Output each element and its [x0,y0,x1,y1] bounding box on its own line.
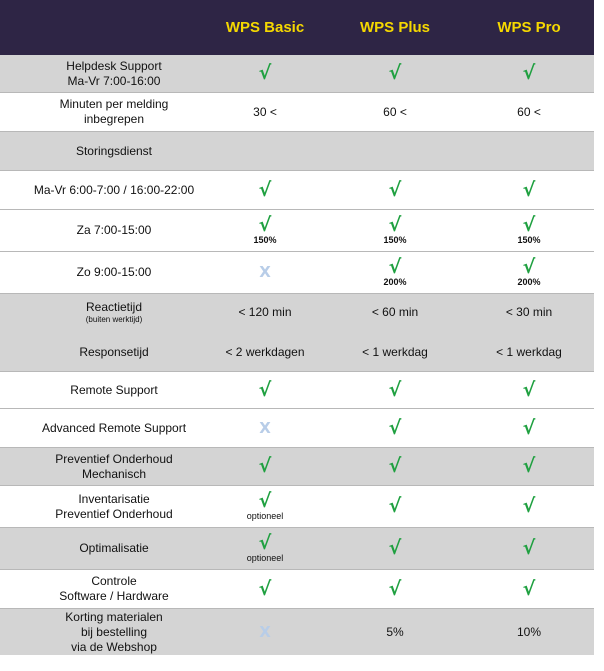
plan-basic-heading: WPS Basic [225,19,305,36]
check-icon: √ [388,416,402,439]
surcharge-note: 150% [517,234,541,245]
check-icon: √ [258,178,272,201]
row-controle [0,570,594,609]
label-line: Software / Hardware [59,589,169,603]
check-icon: √ [258,62,272,84]
row-label: Zo 9:00-15:00 [76,265,152,279]
check-icon: √ [388,495,402,517]
value-pro: 60 < [517,104,541,119]
value-pro: < 30 min [505,304,553,319]
optional-note: optioneel [246,510,284,521]
surcharge-note: 200% [383,276,407,287]
check-icon: √ [258,531,272,554]
check-icon: √ [522,255,536,278]
row-label [0,486,228,527]
row-label [0,448,228,485]
plan-pro-heading: WPS Pro [497,19,561,36]
row-label [0,93,228,131]
cross-icon: X [259,263,271,281]
value-plus: 60 < [383,104,407,119]
label-line: Korting materialen [65,609,163,624]
row-advanced-remote [0,409,594,448]
value-pro: < 1 werkdag [496,344,562,359]
row-helpdesk [0,55,594,93]
check-icon: √ [522,416,536,439]
label-note: (buiten werktijd) [85,314,143,324]
surcharge-note: 150% [253,234,277,245]
check-icon: √ [522,378,536,401]
row-zo [0,252,594,294]
value-pro: 10% [516,624,542,639]
label-line: Preventief Onderhoud [55,506,173,521]
label-line: Helpdesk Support [66,58,162,73]
check-icon: √ [388,178,402,201]
row-minuten [0,93,594,132]
label-line: Inventarisatie [78,491,150,506]
label-line: via de Webshop [71,639,157,654]
row-label: Remote Support [70,382,158,397]
label-line: Minuten per melding [59,97,169,111]
row-label: Storingsdienst [75,143,153,158]
row-inventarisatie [0,486,594,528]
table-header [0,0,594,55]
row-label [0,609,228,655]
row-za [0,210,594,252]
check-icon: √ [522,577,536,600]
check-icon: √ [258,489,272,512]
row-optimalisatie [0,528,594,570]
check-icon: √ [388,455,402,477]
check-icon: √ [258,455,272,477]
check-icon: √ [388,378,402,401]
row-label: Responsetijd [79,344,149,359]
check-icon: √ [388,537,402,559]
value-plus: < 60 min [371,304,419,319]
check-icon: √ [522,178,536,201]
label-line: Controle [91,574,137,588]
row-label: Za 7:00-15:00 [76,223,152,237]
row-label: Advanced Remote Support [41,420,187,435]
check-icon: √ [522,537,536,559]
value-plus: < 1 werkdag [362,344,428,359]
row-label [0,570,228,608]
label-line: inbegrepen [83,112,145,126]
check-icon: √ [388,213,402,236]
surcharge-note: 150% [383,234,407,245]
label-line: Ma-Vr 7:00-16:00 [67,73,161,88]
row-label [0,55,228,92]
value-basic: < 2 werkdagen [225,344,305,359]
label-line: bij bestelling [80,624,148,639]
row-mavr [0,171,594,210]
check-icon: √ [258,577,272,600]
check-icon: √ [388,577,402,600]
row-preventief [0,448,594,486]
cross-icon: X [259,622,271,641]
row-response-block [0,294,594,372]
value-plus: 5% [386,624,404,639]
check-icon: √ [522,62,536,84]
label-line: Reactietijd [85,299,143,314]
check-icon: √ [258,378,272,401]
row-label: Ma-Vr 6:00-7:00 / 16:00-22:00 [33,182,195,197]
check-icon: √ [522,213,536,236]
plan-plus-heading: WPS Plus [359,19,430,36]
check-icon: √ [522,495,536,517]
value-basic: < 120 min [238,304,292,319]
row-label: Optimalisatie [79,541,149,555]
check-icon: √ [522,455,536,477]
row-label [0,294,228,330]
label-line: Mechanisch [81,466,147,481]
cross-icon: X [259,418,271,437]
row-storingsdienst [0,132,594,171]
value-basic: 30 < [253,104,277,119]
check-icon: √ [388,255,402,278]
check-icon: √ [258,213,272,236]
label-line: Preventief Onderhoud [55,451,173,466]
check-icon: √ [388,62,402,84]
surcharge-note: 200% [517,276,541,287]
row-korting [0,609,594,655]
row-remote [0,372,594,409]
optional-note: optioneel [246,552,284,563]
